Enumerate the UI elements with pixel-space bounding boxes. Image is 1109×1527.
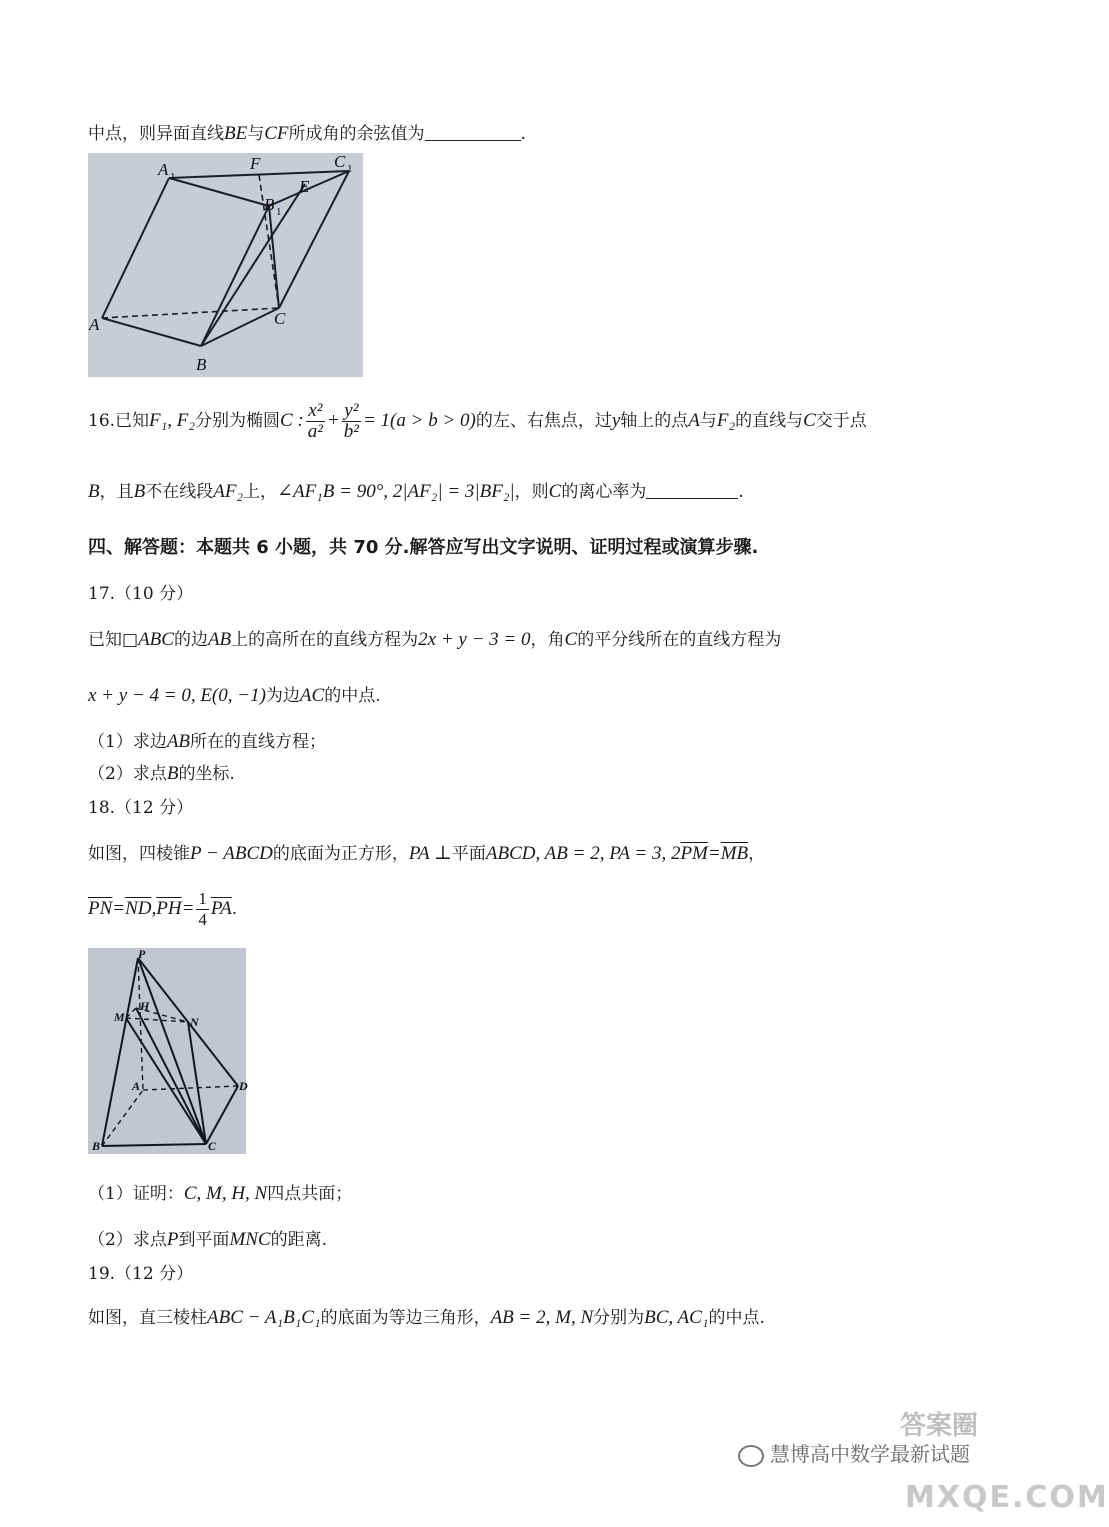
prism-diagram xyxy=(88,153,363,377)
label-C1-sub: 1 xyxy=(347,163,353,175)
label-D: D xyxy=(239,1079,248,1093)
label-H: H xyxy=(140,999,150,1013)
q16-line1: 16.已知F₁, F₂分别为椭圆C : $\frac{\text{x²}}{\text{a²}}$ + $\frac{\text{y²}}{\text{b²}}$ = 1(a > b > 0)的左、右焦点，过y轴上的点A与F₂的直线与C交于点 xyxy=(88,400,867,442)
label-E: E xyxy=(299,177,310,196)
q18-head: 18.（12 分） xyxy=(88,798,194,818)
q17-part2: （2）求点B的坐标. xyxy=(88,763,235,784)
watermark-brand: 慧博高中数学最新试题 xyxy=(738,1438,970,1467)
label-P: P xyxy=(138,947,146,961)
label-C1: C xyxy=(334,152,346,171)
q18-line1: 如图，四棱锥P − ABCD的底面为正方形，PA ⊥平面ABCD, AB = 2, PA = 3, $2\overline{PM}=\overline{MB}$， xyxy=(88,843,766,864)
pyramid-diagram xyxy=(88,948,246,1154)
pyramid-figure-18 xyxy=(88,948,246,1154)
label-B: B xyxy=(92,1139,101,1153)
label-A: A xyxy=(132,1079,141,1093)
watermark-stamp: 答案圈 xyxy=(900,1411,979,1441)
label-F: F xyxy=(250,154,261,173)
label-A1: A xyxy=(158,160,169,179)
q17-line1: 已知□ABC的边AB上的高所在的直线方程为2x + y − 3 = 0，角C的平分线所在的直线方程为 xyxy=(88,629,782,650)
q15-line: 中点，则异面直线BE与CF所成角的余弦值为 . xyxy=(88,123,526,144)
q17-head: 17.（10 分） xyxy=(88,584,194,604)
answer-blank xyxy=(425,122,521,141)
q18-part1: （1）证明：C, M, H, N四点共面； xyxy=(88,1183,353,1204)
label-M: M xyxy=(114,1010,125,1024)
label-A1-sub: 1 xyxy=(170,171,176,183)
fraction-one-quarter: $\frac{1}{4}$ xyxy=(198,889,207,929)
fraction-y2-b2: $\frac{\text{y²}}{\text{b²}}$ xyxy=(343,400,359,442)
label-B1-sub: 1 xyxy=(276,206,282,218)
q18-part2: （2）求点P到平面MNC的距离. xyxy=(88,1229,328,1250)
watermark-site: MXQE.COM xyxy=(905,1480,1109,1515)
label-B1: B xyxy=(264,195,275,214)
q17-line2: x + y − 4 = 0, E(0, −1)为边AC的中点. xyxy=(88,685,381,706)
fraction-x2-a2: $\frac{\text{x²}}{\text{a²}}$ xyxy=(307,400,323,442)
label-A: A xyxy=(89,315,100,334)
label-C: C xyxy=(208,1139,217,1153)
q18-line2: $\overline{PN}=\overline{ND},\overline{PH}=$ $\frac{1}{4}$ $\overline{PA}$. xyxy=(88,889,238,929)
prism-figure-15 xyxy=(88,153,363,377)
q16-line2: B，且B不在线段AF₂上，∠AF₁B = 90°, 2|AF₂| = 3|BF₂|，则C的离心率为 . xyxy=(88,481,744,502)
wechat-icon xyxy=(738,1445,764,1467)
section-heading: 四、解答题：本题共 6 小题，共 70 分.解答应写出文字说明、证明过程或演算步骤. xyxy=(88,537,759,558)
q19-head: 19.（12 分） xyxy=(88,1264,194,1284)
answer-blank xyxy=(646,480,738,499)
label-N: N xyxy=(190,1015,199,1029)
q19-line1: 如图，直三棱柱ABC − A₁B₁C₁的底面为等边三角形，AB = 2, M, N分别为BC, AC₁的中点. xyxy=(88,1307,765,1328)
label-B: B xyxy=(196,355,207,374)
q17-part1: （1）求边AB所在的直线方程； xyxy=(88,731,327,752)
label-C: C xyxy=(274,309,286,328)
